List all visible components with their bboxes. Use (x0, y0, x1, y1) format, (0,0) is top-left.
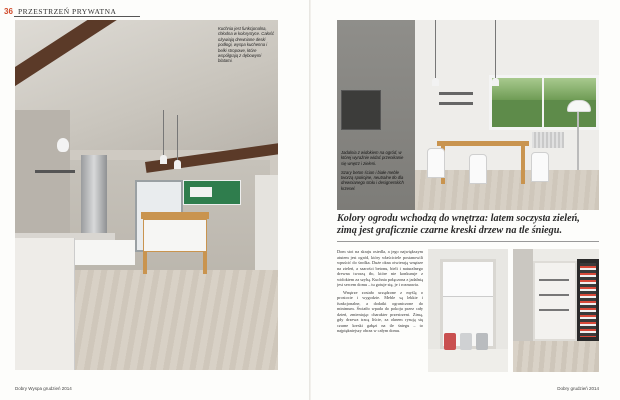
caption-paragraph: Szary beton ścian i białe meble tworzą spokojne, neutralne tło dla drewnianego stołu i designerskich krzeseł. (341, 169, 404, 191)
footer-right: Dobry grudzień 2014 (557, 386, 599, 391)
wall-shelf (439, 92, 473, 95)
page-gutter (309, 0, 311, 400)
hallway-photo (513, 249, 599, 372)
pendant-lamp (495, 20, 496, 78)
body-paragraph: Dom stoi na skraju osiedla, a jego największym atutem jest ogród, który właściciele postanowili wpuścić do środka. Duże okna otwierają wnętrze na zieleń, a szarości betonu, bieli i naturalnego drewna tworzą tło, które nie konkuruje z widokiem za szybą. Kuchnia połączona z jadalnią jest sercem domu – tu gotuje się, je i rozmawia. (337, 249, 423, 287)
wall-shelf (439, 102, 473, 105)
footer-left: Dobry Wyspa grudzień 2014 (15, 386, 72, 391)
dining-photo (337, 20, 599, 210)
wall-shelf (35, 170, 75, 173)
magazine-rack (577, 259, 599, 341)
chair (427, 148, 445, 178)
headline-rule (337, 241, 599, 242)
island-leg (143, 252, 147, 274)
pendant-lamp (163, 110, 164, 155)
pendant-lamp (177, 115, 178, 160)
shelf (539, 294, 569, 296)
island-top (141, 212, 209, 219)
fridge (81, 155, 107, 235)
article-headline: Kolory ogrodu wchodzą do wnętrza: latem soczysta zieleń, zimą jest graficznie czarne kreski drzew na tle śniegu. (337, 213, 580, 236)
island-leg (203, 252, 207, 274)
kitchen-appliance (460, 333, 472, 350)
island-cabinet (143, 219, 207, 252)
pendant-lamp (435, 20, 436, 78)
section-title: PRZESTRZEŃ PRYWATNA (18, 7, 117, 16)
chair (469, 154, 487, 184)
kitchen-island (141, 212, 209, 274)
caption-paragraph: Jadalnia z widokiem na ogród, w której wyraźnie widać przenikanie się wnętrz i zieleni. (341, 150, 404, 166)
window-sill-photo (428, 249, 508, 372)
utensil-board (341, 90, 381, 130)
wall-art (183, 180, 241, 205)
roller-blind (443, 262, 493, 297)
kitchen-appliance (476, 333, 488, 350)
window-sill (428, 349, 508, 372)
dining-table (437, 141, 529, 146)
shelf (539, 279, 569, 281)
doorway (255, 175, 278, 275)
kitchen-appliance (444, 333, 456, 350)
wooden-floor (513, 341, 599, 372)
deer-head-decor (57, 138, 69, 152)
kitchen-counter (15, 238, 75, 370)
chair (531, 152, 549, 182)
photo-caption: Kuchnia jest funkcjonalna, chłodna w kolorystyce. Całość ożywiają drewniane deski podłogi, wyspa kuchenna i belki stropowe, które współgrają z dębowymi blatami. (218, 26, 275, 64)
article-body (337, 249, 423, 383)
doorway (533, 261, 577, 341)
section-rule (14, 16, 140, 17)
radiator (532, 132, 564, 148)
body-paragraph: Wnętrze zostało urządzone z myślą o prostocie i wygodzie. Meble są lekkie i funkcjonalne, a dodatki ograniczone do minimum. Światło wpada do pokoju przez cały dzień, zmieniając charakter przestrzeni. Zimą, gdy drzewa tracą liście, za oknem rysują się czarne kreski gałęzi na tle śniegu – to najpiękniejszy obraz w całym domu. (337, 289, 423, 333)
shelf (539, 309, 569, 311)
kitchen-photo (15, 20, 278, 370)
table-leg (521, 146, 525, 184)
photo-caption (341, 150, 407, 191)
floor-lamp (577, 106, 579, 170)
table-cloth (75, 240, 135, 265)
page-number: 36 (4, 7, 13, 16)
